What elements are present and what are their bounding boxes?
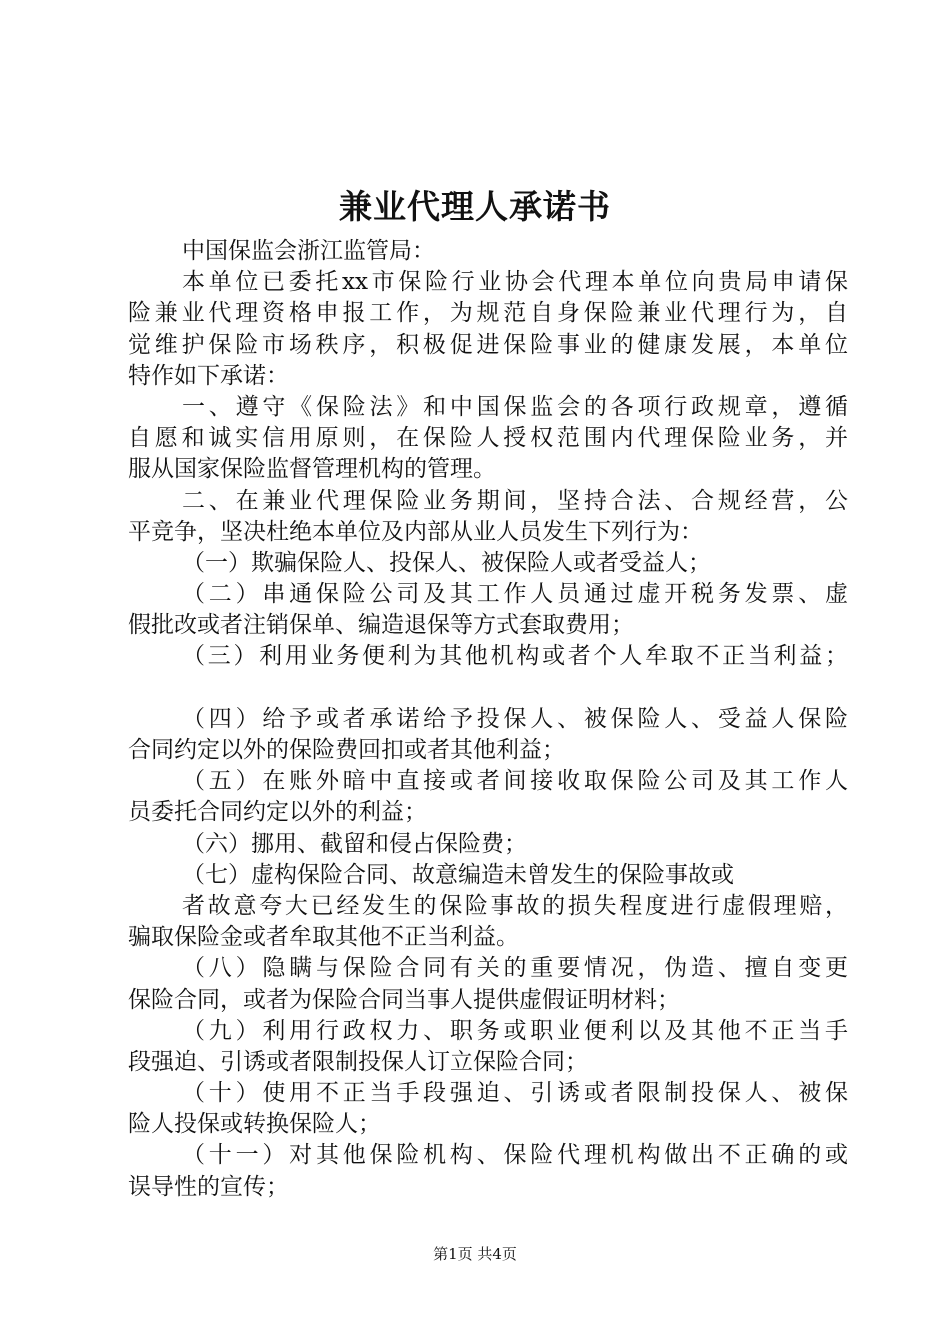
list-item-line: 者故意夸大已经发生的保险事故的损失程度进行虚假理赔， <box>182 892 848 919</box>
list-item-line: 段强迫、引诱或者限制投保人订立保险合同； <box>128 1048 588 1075</box>
list-item-line: （三）利用业务便利为其他机构或者个人牟取不正当利益； <box>182 643 848 670</box>
list-item-line: （七）虚构保险合同、故意编造未曾发生的保险事故或 <box>182 861 734 888</box>
list-item-line: 骗取保险金或者牟取其他不正当利益。 <box>128 924 519 951</box>
list-item-line: （十一）对其他保险机构、保险代理机构做出不正确的或 <box>182 1142 848 1169</box>
list-item-line: （一）欺骗保险人、投保人、被保险人或者受益人； <box>182 549 711 576</box>
document-body <box>128 236 848 1203</box>
paragraph-line: 特作如下承诺： <box>128 362 289 389</box>
list-item-line: （四）给予或者承诺给予投保人、被保险人、受益人保险 <box>182 705 848 732</box>
list-item-line: （十）使用不正当手段强迫、引诱或者限制投保人、被保 <box>182 1080 848 1107</box>
list-item-line: 假批改或者注销保单、编造退保等方式套取费用； <box>128 612 634 639</box>
paragraph-line: 平竞争，坚决杜绝本单位及内部从业人员发生下列行为： <box>128 518 703 545</box>
paragraph-line: 一、遵守《保险法》和中国保监会的各项行政规章，遵循 <box>182 393 848 420</box>
list-item-line: 合同约定以外的保险费回扣或者其他利益； <box>128 737 565 763</box>
list-item-line: 保险合同，或者为保险合同当事人提供虚假证明材料； <box>128 986 680 1013</box>
document-title: 兼业代理人承诺书 <box>339 187 611 226</box>
list-item-line: 误导性的宣传； <box>128 1173 289 1200</box>
addressee-line: 中国保监会浙江监管局： <box>182 238 435 264</box>
paragraph-line: 服从国家保险监督管理机构的管理。 <box>128 456 496 483</box>
paragraph-line: 本单位已委托xx市保险行业协会代理本单位向贵局申请保 <box>182 269 848 296</box>
paragraph-line: 二、在兼业代理保险业务期间，坚持合法、合规经营，公 <box>182 487 848 514</box>
list-item-line: 员委托合同约定以外的利益； <box>128 799 427 826</box>
list-item-line: （九）利用行政权力、职务或职业便利以及其他不正当手 <box>182 1017 848 1044</box>
list-item-line: （八）隐瞒与保险合同有关的重要情况，伪造、擅自变更 <box>182 955 848 982</box>
list-item-line: （五）在账外暗中直接或者间接收取保险公司及其工作人 <box>182 768 848 795</box>
page-number-footer: 第1页 共4页 <box>433 1245 517 1263</box>
list-item-line: 险人投保或转换保险人； <box>128 1111 381 1138</box>
paragraph-line: 觉维护保险市场秩序，积极促进保险事业的健康发展，本单位 <box>128 331 848 358</box>
list-item-line: （六）挪用、截留和侵占保险费； <box>182 830 527 857</box>
blank-line <box>128 673 848 704</box>
list-item-line: （二）串通保险公司及其工作人员通过虚开税务发票、虚 <box>182 581 848 608</box>
paragraph-line: 自愿和诚实信用原则，在保险人授权范围内代理保险业务，并 <box>128 425 848 452</box>
paragraph-line: 险兼业代理资格申报工作，为规范自身保险兼业代理行为，自 <box>128 300 848 327</box>
